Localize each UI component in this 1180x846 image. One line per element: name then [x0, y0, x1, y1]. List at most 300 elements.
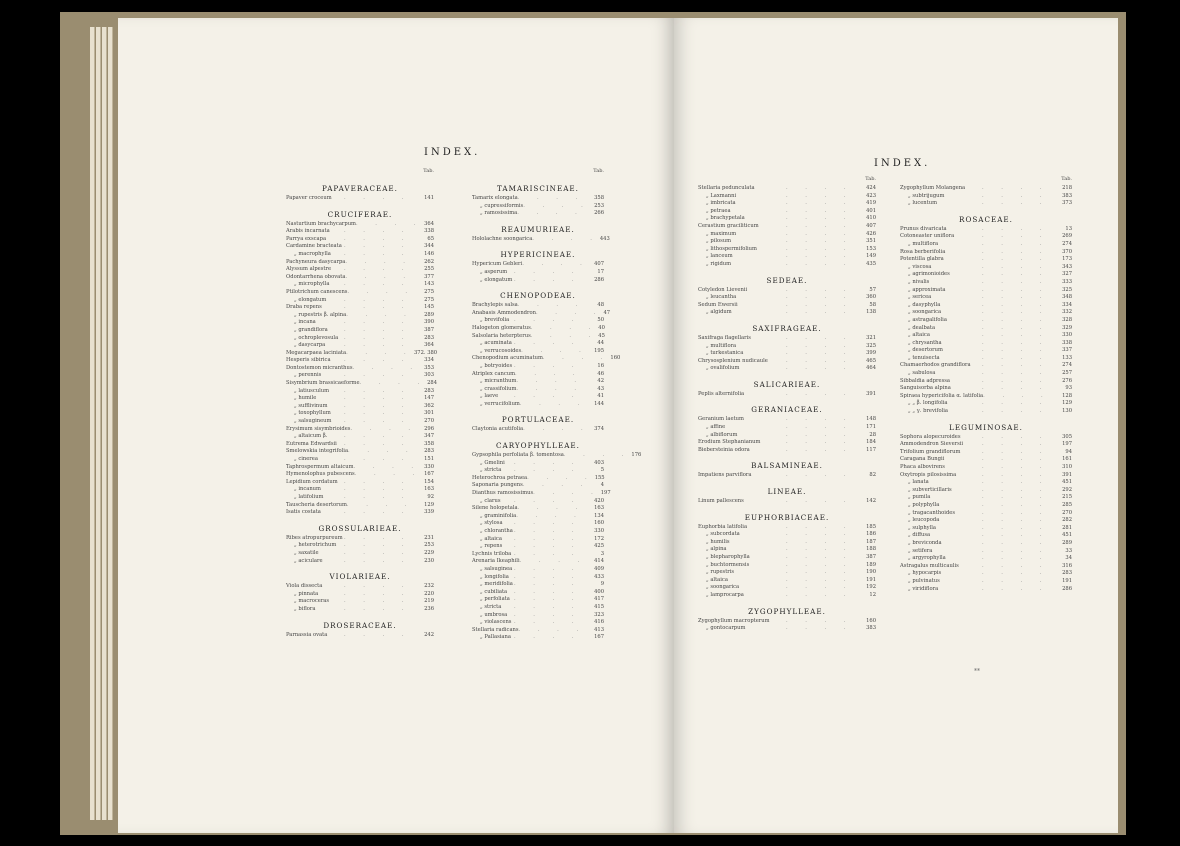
plate-number: 419	[866, 200, 876, 207]
plate-number: 4	[600, 482, 604, 489]
species-name: „ graminifolia	[480, 512, 517, 519]
index-entry	[472, 619, 604, 627]
index-entry	[286, 319, 434, 327]
index-entry	[286, 304, 434, 312]
index-entry	[698, 253, 876, 261]
leader-dots: . . . .	[346, 349, 414, 356]
index-entry	[698, 498, 876, 506]
index-entry	[900, 302, 1072, 310]
index-column	[472, 168, 642, 642]
plate-number: 417	[594, 596, 604, 603]
species-name: Trifolium grandiflorum	[900, 448, 961, 455]
leader-dots: . . . .	[982, 562, 1050, 569]
species-name: Sophora alopecuroides	[900, 433, 961, 440]
index-entry	[900, 233, 1072, 241]
leader-dots: . . . .	[514, 565, 582, 572]
leader-dots: . . . .	[344, 326, 412, 333]
plate-number: 451	[1062, 479, 1072, 486]
index-entry	[286, 395, 434, 403]
species-name: „ ramosissima	[480, 210, 518, 217]
leader-dots: . . . .	[982, 339, 1050, 346]
leader-dots: . . . .	[786, 576, 854, 583]
species-name: „ polyphylla	[908, 501, 940, 508]
species-name: Euphorbia latifolia	[698, 523, 748, 530]
plate-number: 154	[424, 478, 434, 485]
leader-dots: . . . .	[344, 605, 412, 612]
leader-dots: . . . .	[982, 347, 1050, 354]
index-entry	[286, 410, 434, 418]
leader-dots: . . . .	[517, 302, 586, 309]
leader-dots: . . . .	[982, 185, 1050, 191]
leader-dots: . . . .	[344, 410, 412, 417]
index-entry	[472, 634, 604, 642]
family-heading: GROSSULARIEAE.	[318, 523, 402, 533]
plate-number: 289	[1062, 539, 1072, 546]
species-name: Anabasis Ammodendron	[472, 309, 536, 316]
leader-dots: . . . .	[982, 486, 1050, 493]
plate-number: 358	[424, 440, 434, 447]
plate-number: 358	[594, 195, 604, 201]
species-name: „ Laxmanni	[706, 192, 737, 199]
species-name: „ petraea	[706, 207, 731, 214]
index-entry	[900, 332, 1072, 340]
leader-dots: . . . .	[982, 362, 1050, 369]
plate-number: 41	[597, 393, 604, 400]
plate-number: 390	[424, 319, 434, 326]
index-entry	[900, 555, 1072, 563]
index-entry	[698, 215, 876, 223]
index-entry	[472, 393, 604, 401]
plate-number: 327	[1062, 271, 1072, 278]
plate-number: 46	[597, 370, 604, 377]
index-entry	[472, 317, 604, 325]
index-entry	[472, 528, 604, 536]
species-name: Zygophyllum macropterum	[698, 617, 770, 624]
index-entry	[286, 479, 434, 487]
leader-dots: . . . .	[344, 296, 412, 303]
plate-number: 229	[424, 549, 434, 556]
family-heading: CHENOPODEAE.	[500, 291, 576, 301]
index-entry	[900, 479, 1072, 487]
leader-dots: . . . .	[982, 448, 1050, 455]
species-name: „ cubiliata	[480, 588, 508, 595]
index-entry	[698, 208, 876, 216]
leader-dots: . . . .	[344, 342, 412, 349]
plate-number: 286	[594, 276, 604, 283]
index-entry	[698, 335, 876, 343]
leader-dots: . . . .	[346, 501, 415, 508]
index-entry	[900, 548, 1072, 556]
plate-number: 129	[1062, 400, 1072, 407]
leader-dots: . . . .	[982, 471, 1050, 478]
species-name: Prunus divaricata	[900, 225, 947, 232]
index-entry	[286, 583, 434, 591]
index-entry	[286, 433, 434, 441]
index-entry	[286, 372, 434, 380]
plate-number: 117	[866, 446, 876, 453]
species-name: „ imbricata	[706, 200, 736, 207]
species-name: Gypsophila perfoliata β. tomentosa	[472, 452, 564, 459]
family-heading: LEGUMINOSAE.	[949, 422, 1023, 432]
plate-number: 93	[1065, 385, 1072, 392]
species-name: „ blepharophylla	[706, 554, 750, 560]
plate-number: 269	[1062, 233, 1072, 240]
leader-dots: . . . .	[514, 588, 582, 595]
index-entry	[472, 467, 604, 475]
plate-number: 255	[424, 266, 434, 273]
leader-dots: . . . .	[514, 497, 582, 504]
index-column	[106, 168, 450, 639]
index-entry	[698, 238, 876, 246]
species-name: Impatiens parviflora	[698, 472, 752, 479]
leader-dots: . . . .	[786, 309, 854, 316]
plate-number: 425	[594, 543, 604, 550]
species-name: „ multiflora	[908, 240, 939, 247]
index-entry	[286, 558, 434, 566]
species-name: „ multiflora	[706, 342, 737, 349]
index-entry	[900, 494, 1072, 502]
plate-number: 283	[424, 448, 434, 455]
species-name: Parnassia ovata	[286, 631, 328, 638]
leader-dots: . . . .	[982, 456, 1050, 463]
index-entry	[286, 606, 434, 614]
plate-number: 330	[1062, 332, 1072, 339]
leader-dots: . . . .	[786, 185, 854, 191]
species-name: „ acuminata	[480, 340, 512, 347]
species-name: „ tragacanthoides	[908, 509, 956, 516]
species-name: „ setifera	[908, 547, 933, 554]
leader-dots: . . . .	[344, 266, 412, 273]
leader-dots: . . . .	[344, 418, 412, 425]
species-name: Biebersteinia odora	[698, 446, 750, 453]
species-name: Astragalus multicaulis	[900, 562, 959, 569]
species-name: „ nivalis	[908, 278, 930, 285]
index-entry	[286, 509, 434, 517]
species-name: „ affine	[706, 424, 726, 431]
plate-number: 146	[424, 250, 434, 257]
leader-dots: . . . .	[982, 517, 1050, 524]
leader-dots: . . . .	[344, 583, 412, 590]
species-name: Isatis costata	[286, 509, 321, 516]
index-entry	[698, 294, 876, 302]
plate-number: 283	[424, 334, 434, 341]
index-entry	[900, 193, 1072, 201]
plate-number: 144	[594, 400, 604, 407]
plate-number: 364	[424, 220, 434, 227]
family-heading: GERANIACEAE.	[751, 405, 823, 415]
species-name: „ repens	[480, 543, 503, 550]
leader-dots: . . . .	[344, 542, 412, 549]
leader-dots: . . . .	[563, 452, 632, 459]
species-name: „ micranthum	[480, 378, 517, 385]
plate-number: 281	[1062, 524, 1072, 531]
leader-dots: . . . .	[533, 490, 601, 497]
species-name: „ sulphylla	[908, 524, 937, 531]
plate-number: 153	[866, 245, 876, 252]
species-name: „ desertorum	[908, 347, 943, 354]
leader-dots: . . . .	[786, 222, 854, 229]
plate-number: 57	[869, 286, 876, 293]
plate-number: 387	[866, 554, 876, 560]
index-entry	[286, 403, 434, 411]
plate-number: 47	[603, 309, 611, 316]
leader-dots: . . . .	[514, 543, 582, 550]
leader-dots: . . . .	[344, 402, 412, 409]
species-name: Nasturtium brachycarpum	[286, 220, 356, 227]
plate-number: 17	[597, 268, 604, 275]
species-name: Stellaria radicans	[472, 626, 519, 633]
plate-number: 362	[424, 402, 434, 409]
leader-dots: . . . .	[344, 250, 412, 257]
index-entry	[698, 200, 876, 208]
species-name: Phaca albovirens	[900, 464, 945, 470]
species-name: „ agrimonioides	[908, 271, 950, 278]
index-entry	[900, 586, 1072, 594]
index-entry	[472, 340, 604, 348]
leader-dots: . . . .	[532, 235, 600, 242]
index-entry	[286, 357, 434, 365]
species-name: „ subtrijugum	[908, 192, 945, 199]
leader-dots: . . . .	[344, 357, 412, 364]
index-entry	[900, 271, 1072, 279]
leader-dots: . . . .	[786, 424, 854, 431]
species-name: „ leucantha	[706, 294, 737, 301]
species-name: Geranium laetum	[698, 416, 744, 423]
species-name: „ Pallasiana	[480, 634, 511, 641]
leader-dots: . . . .	[786, 350, 854, 357]
species-name: Erysimum sisymbrioides	[286, 425, 351, 432]
plate-number: 415	[594, 603, 604, 610]
species-name: Sedum Ewersii	[698, 301, 738, 308]
leader-dots: . . . .	[350, 425, 419, 432]
species-name: Stellaria pedunculata	[698, 185, 755, 191]
species-name: „ gontocarpum	[706, 625, 746, 632]
species-name: „ „ γ. brevifolia	[908, 408, 948, 415]
plate-number: 316	[1062, 562, 1072, 569]
plate-number: 16	[597, 362, 604, 369]
index-entry	[900, 249, 1072, 257]
species-name: Parrya exscapa	[286, 235, 327, 242]
leader-dots: . . . .	[786, 253, 854, 260]
index-entry	[900, 378, 1072, 386]
species-name: Cardamine bracteata	[286, 243, 342, 250]
plate-number: 414	[594, 558, 604, 565]
leader-dots: . . . .	[514, 317, 582, 324]
leader-dots: . . . .	[535, 309, 604, 316]
leader-dots: . . . .	[786, 554, 854, 560]
leader-dots: . . . .	[982, 400, 1050, 407]
index-entry	[286, 448, 434, 456]
species-name: „ cinerea	[294, 456, 318, 462]
index-entry	[286, 380, 438, 388]
index-entry	[472, 348, 604, 356]
index-entry	[472, 195, 604, 203]
leader-dots: . . . .	[982, 324, 1050, 331]
leader-dots: . . . .	[786, 192, 854, 199]
leader-dots: . . . .	[344, 509, 412, 516]
index-entry	[472, 482, 604, 490]
leader-dots: . . . .	[514, 276, 582, 283]
plate-number: 330	[594, 528, 604, 534]
plate-number: 409	[594, 565, 604, 572]
species-name: „ incanum	[294, 486, 321, 493]
species-name: „ elongatum	[480, 276, 513, 283]
species-name: Viola dissecta	[286, 583, 323, 590]
index-entry	[900, 441, 1072, 449]
plate-number: 464	[866, 365, 876, 372]
plate-number: 285	[1062, 501, 1072, 508]
index-entry	[472, 426, 604, 434]
index-entry	[900, 464, 1072, 472]
leader-dots: . . . .	[355, 220, 424, 227]
species-name: Alyssum alpestre	[286, 266, 332, 273]
species-name: „ pumila	[908, 494, 931, 501]
plate-number: 187	[866, 538, 876, 545]
leader-dots: . . . .	[344, 235, 412, 242]
species-name: „ longifolia	[480, 573, 509, 580]
tab-column-header: Tab.	[593, 168, 604, 174]
plate-number: 274	[1062, 362, 1072, 369]
species-name: „ brachypetala	[706, 215, 745, 222]
species-name: „ „ β. longifolia	[908, 400, 948, 407]
plate-number: 391	[1062, 471, 1072, 478]
index-entry	[286, 251, 434, 259]
tab-column-header: Tab.	[1061, 176, 1072, 182]
index-entry	[698, 625, 876, 633]
species-name: Linum pallescens	[698, 498, 744, 505]
species-name: „ maximum	[706, 230, 737, 237]
leader-dots: . . . .	[344, 395, 412, 402]
species-name: „ diffusa	[908, 532, 931, 539]
index-entry	[286, 550, 434, 558]
leader-dots: . . . .	[353, 463, 422, 470]
plate-number: 188	[866, 546, 876, 553]
leader-dots: . . . .	[982, 479, 1050, 486]
species-name: Dontostemon micranthus	[286, 364, 353, 371]
species-name: „ altaica	[706, 576, 728, 583]
species-name: „ stylosa	[480, 520, 503, 527]
leader-dots: . . . .	[786, 569, 854, 576]
plate-number: 377	[424, 273, 434, 280]
plate-number: 231	[424, 534, 434, 541]
leader-dots: . . . .	[344, 243, 412, 250]
plate-number: 360	[866, 294, 876, 301]
leader-dots: . . . .	[514, 268, 582, 275]
plate-number: 323	[594, 611, 604, 618]
index-entry	[698, 546, 876, 554]
page-title: INDEX.	[424, 147, 481, 158]
index-entry	[698, 391, 876, 399]
species-name: Cotoneaster uniflora	[900, 233, 955, 240]
leader-dots: . . . .	[344, 478, 412, 485]
species-name: Ptilotrichum canescens	[286, 288, 348, 295]
species-name: Salsolaria heterpterus	[472, 332, 531, 339]
index-entry	[900, 287, 1072, 295]
index-entry	[698, 185, 876, 193]
index-entry	[698, 416, 876, 424]
species-name: Arabis incarnata	[286, 228, 330, 235]
species-name: „ lanceum	[706, 253, 733, 260]
index-entry	[698, 539, 876, 547]
plate-number: 284	[427, 380, 438, 387]
plate-number: 133	[1062, 354, 1072, 361]
species-name: „ latiusculum	[294, 387, 330, 394]
index-entry	[472, 269, 604, 277]
index-entry	[698, 592, 876, 600]
species-name: „ perfoliata	[480, 596, 510, 603]
index-entry	[472, 596, 604, 604]
plate-number: 420	[594, 497, 604, 504]
leader-dots: . . . .	[982, 547, 1050, 554]
leader-dots: . . . .	[344, 549, 412, 556]
index-column	[698, 176, 876, 633]
index-entry	[698, 447, 876, 455]
plate-number: 220	[424, 590, 434, 597]
index-entry	[472, 378, 604, 386]
plate-number: 242	[424, 631, 434, 638]
index-entry	[698, 554, 876, 562]
plate-number: 34	[1065, 555, 1072, 562]
leader-dots: . . . .	[982, 271, 1050, 278]
plate-number: 347	[424, 433, 434, 440]
plate-number: 423	[866, 192, 876, 199]
species-name: „ altaica	[480, 535, 502, 542]
family-heading: REAUMURIEAE.	[501, 224, 575, 234]
leader-dots: . . . .	[786, 334, 854, 341]
leader-dots: . . . .	[344, 631, 412, 638]
leader-dots: . . . .	[344, 534, 412, 541]
index-entry	[472, 558, 604, 566]
plate-number: 332	[1062, 309, 1072, 316]
leader-dots: . . . .	[344, 281, 412, 288]
leader-dots: . . . .	[515, 370, 583, 377]
leader-dots: . . . .	[982, 278, 1050, 285]
species-name: „ leucopoda	[908, 517, 940, 524]
plate-number: 138	[866, 309, 876, 316]
plate-number: 334	[1062, 301, 1072, 308]
plate-number: 160	[866, 617, 876, 624]
plate-number: 129	[424, 501, 434, 508]
species-name: „ toxophyllum	[294, 410, 331, 417]
index-entry	[286, 365, 434, 373]
leader-dots: . . . .	[514, 581, 582, 588]
index-entry	[286, 535, 434, 543]
index-entry	[900, 517, 1072, 525]
index-entry	[472, 363, 604, 371]
leader-dots: . . . .	[514, 596, 582, 603]
index-entry	[698, 309, 876, 317]
index-entry	[472, 302, 604, 310]
species-name: „ sabulosa	[908, 370, 936, 377]
leader-dots: . . . .	[344, 334, 412, 341]
leader-dots: . . . .	[982, 240, 1050, 247]
index-entry	[472, 574, 604, 582]
index-entry	[472, 277, 604, 285]
family-heading: BALSAMINEAE.	[751, 461, 823, 471]
leader-dots: . . . .	[982, 385, 1050, 392]
leader-dots: . . . .	[982, 524, 1050, 531]
plate-number: 176	[631, 452, 642, 459]
species-name: Pachyneura dasycarpa	[286, 258, 346, 265]
species-name: Silene holopetala	[472, 505, 518, 512]
index-entry	[286, 502, 434, 510]
species-name: Heterochroa petraea	[472, 474, 528, 481]
leader-dots: . . . .	[786, 591, 854, 598]
plate-number: 383	[866, 625, 876, 632]
plate-number: 65	[427, 235, 434, 242]
plate-number: 330	[424, 463, 434, 470]
index-entry	[900, 487, 1072, 495]
